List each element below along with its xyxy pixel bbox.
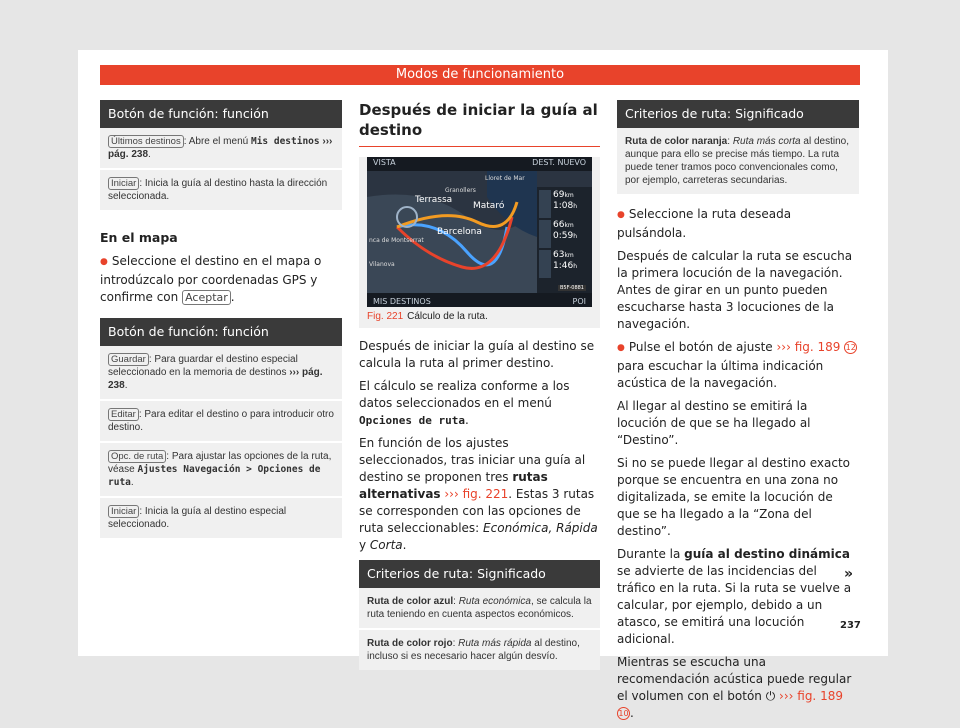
italic-term: Corta [369,538,403,552]
row-text: : Para guardar el destino especial seleccionado en la memoria de destinos [108,354,298,378]
figure-221 [359,157,600,328]
screen-label-mis-destinos: MIS DESTINOS [373,297,431,306]
table-row [100,399,342,441]
bullet-icon [617,340,629,354]
row-text: : Para ajustar las opciones de la ruta, véase [108,451,332,475]
row-text: al destino, incluso si es necesario hacer algún desvío. [367,638,580,662]
city-label: Terrassa [415,195,453,205]
route-time: 1:08 [553,201,574,211]
key-label: Iniciar [108,177,139,190]
route-distance: 66 [553,220,565,230]
table-row [359,588,600,628]
bullet-icon [617,207,629,221]
function-table-2 [100,318,342,538]
menu-name: Ajustes Navegación > Opciones de ruta [108,464,321,488]
route-time: 0:59 [553,231,574,241]
bullet-text: para escuchar la última indicación acústica de la navegación. [617,359,824,390]
figure-reference-link[interactable]: ››› fig. 189 [776,340,841,354]
power-knob-icon: ⏻ [765,689,776,703]
continued-marker: » [844,566,854,582]
paragraph: Al llegar al destino se emitirá la locución de que se ha llegado al “Destino”. [617,399,811,447]
key-label: Últimos destinos [108,135,184,148]
italic-term: Económica, Rápida [483,521,598,535]
route-criteria-table [359,560,600,670]
figure-number: Fig. 221 [367,311,404,322]
bullet-text: Seleccione el destino en el mapa o introdúzcalo por coordenadas GPS y confirme con [100,254,322,304]
row-text: : [452,638,459,649]
bold-term: rutas alternativas [359,470,548,501]
subheading-en-el-mapa: En el mapa [100,230,178,245]
row-text: . [124,380,128,391]
table-row [100,128,342,168]
paragraph [359,435,600,554]
row-text: . [130,477,134,488]
row-text: : Inicia la guía al destino especial seleccionado. [108,506,287,530]
row-label: Ruta de color naranja [625,136,728,147]
table-row [100,496,342,538]
row-text: , se calcula la ruta teniendo en cuenta aspectos económicos. [367,596,592,620]
row-italic: Ruta económica [458,596,531,607]
bullet-paragraph [617,339,859,392]
paragraph-text: y [359,538,370,552]
paragraph-text: . [464,413,469,427]
key-label: Opc. de ruta [108,450,166,463]
route-option[interactable] [553,190,577,212]
paragraph-text: . [402,538,407,552]
paragraph-text: Durante la [617,547,685,561]
city-label: Mataró [473,201,505,211]
bullet-paragraph [100,253,342,306]
row-text: al destino, aunque para ello se precise más tiempo. La ruta puede tener tramos poco convencionales como, por ejemplo, carreteras secundarias. [625,136,849,186]
route-time: 1:46 [553,261,574,271]
screen-code: B5F-0881 [559,285,584,291]
figure-caption-text: Cálculo de la ruta. [407,311,488,322]
page-reference-link[interactable]: ››› pág. 238 [108,367,323,391]
paragraph: Después de calcular la ruta se escucha la primera locución de la navegación. Antes de girar en un punto pueden escucharse hasta 3 locuciones de la navegación. [617,249,853,331]
key-label: Aceptar [182,290,231,305]
figure-reference-link[interactable]: ››› fig. 221 [440,487,509,501]
paragraph [617,654,859,722]
row-label: Ruta de color rojo [367,638,453,649]
screen-label-poi: POI [572,297,586,306]
callout-number-icon: 12 [845,343,856,352]
bullet-text: . [230,290,235,304]
paragraph-text: . [630,706,634,720]
bullet-icon [100,254,112,268]
function-table-1 [100,100,342,210]
city-label: Granollers [445,187,476,194]
section-title: Después de iniciar la guía al destino [359,100,600,147]
table-row [359,628,600,670]
column-right [617,100,859,728]
city-label: Vilanova [369,261,395,268]
route-criteria-title: Criterios de ruta: Significado [359,560,600,588]
key-label: Iniciar [108,505,139,518]
route-unit: km [564,192,574,199]
bullet-text: Pulse el botón de ajuste [628,340,777,354]
paragraph-text: En función de los ajustes seleccionados, tras iniciar una guía al destino se proponen tres [359,436,586,484]
row-text: . [148,149,151,160]
route-option[interactable] [553,250,577,272]
route-distance: 63 [553,250,565,260]
row-text: : [453,596,459,607]
paragraph-text: se advierte de las incidencias del tráfico en la ruta. Si la ruta se vuelve a calcular, por ejemplo, debido a un atasco, se emitirá una locución adicional. [617,564,852,646]
bullet-paragraph [617,206,859,242]
row-text: : Abre el menú [183,136,251,147]
row-italic: Ruta más rápida [458,638,532,649]
section-header: Modos de funcionamiento [100,65,860,85]
route-unit: km [564,252,574,259]
paragraph [617,546,859,648]
route-criteria-title: Criterios de ruta: Significado [617,100,859,128]
row-label: Ruta de color azul [367,596,454,607]
row-text: : Para editar el destino o para introducir otro destino. [108,409,334,433]
paragraph: Si no se puede llegar al destino exacto porque se encuentra en una zona no digitalizada, se emite la locución de que se ha llegado a la “Zona del destino”. [617,456,850,538]
row-text: : [727,136,733,147]
body-text [617,206,859,722]
route-unit: h [573,203,578,210]
table-row [100,168,342,210]
key-label: Editar [108,408,139,421]
page-reference-link[interactable]: ››› pág. 238 [108,136,333,160]
bullet-text: Seleccione la ruta deseada pulsándola. [617,207,792,240]
route-distance: 69 [553,190,565,200]
navigation-screen-image [367,157,592,307]
figure-reference-link[interactable]: ››› fig. 189 [775,689,843,703]
city-label: Lloret de Mar [485,175,525,182]
column-middle [359,100,600,670]
table-row [100,346,342,399]
route-unit: h [573,233,578,240]
bold-term: guía al destino dinámica [684,547,850,561]
screen-label-vista: VISTA [373,158,396,167]
body-text [359,338,600,554]
function-table-1-title: Botón de función: función [100,100,342,128]
paragraph: Después de iniciar la guía al destino se calcula la ruta al primer destino. [359,339,595,370]
row-text: : Inicia la guía al destino hasta la dirección seleccionada. [108,178,328,202]
paragraph [359,378,600,429]
column-left [100,100,342,538]
paragraph-text: El cálculo se realiza conforme a los datos seleccionados en el menú [359,379,570,410]
page-number: 237 [840,620,861,631]
table-row [617,128,859,194]
route-unit: km [564,222,574,229]
city-label: nca de Montserrat [369,237,424,244]
table-row [100,441,342,496]
row-italic: Ruta más corta [732,136,801,147]
paragraph-text: Mientras se escucha una recomendación acústica puede regular el volumen con el botón [617,655,852,703]
key-label: Guardar [108,353,149,366]
callout-number-icon: 10 [618,709,629,718]
route-criteria-table-cont [617,100,859,194]
city-label: Barcelona [437,227,482,237]
route-unit: h [573,263,578,270]
figure-caption [359,307,600,322]
function-table-2-title: Botón de función: función [100,318,342,346]
menu-name: Opciones de ruta [359,414,465,427]
paragraph-text: . Estas 3 rutas se corresponden con las opciones de ruta seleccionables: [359,487,595,535]
menu-name: Mis destinos [250,136,320,147]
screen-label-dest-nuevo: DEST. NUEVO [532,158,586,167]
route-option[interactable] [553,220,577,242]
